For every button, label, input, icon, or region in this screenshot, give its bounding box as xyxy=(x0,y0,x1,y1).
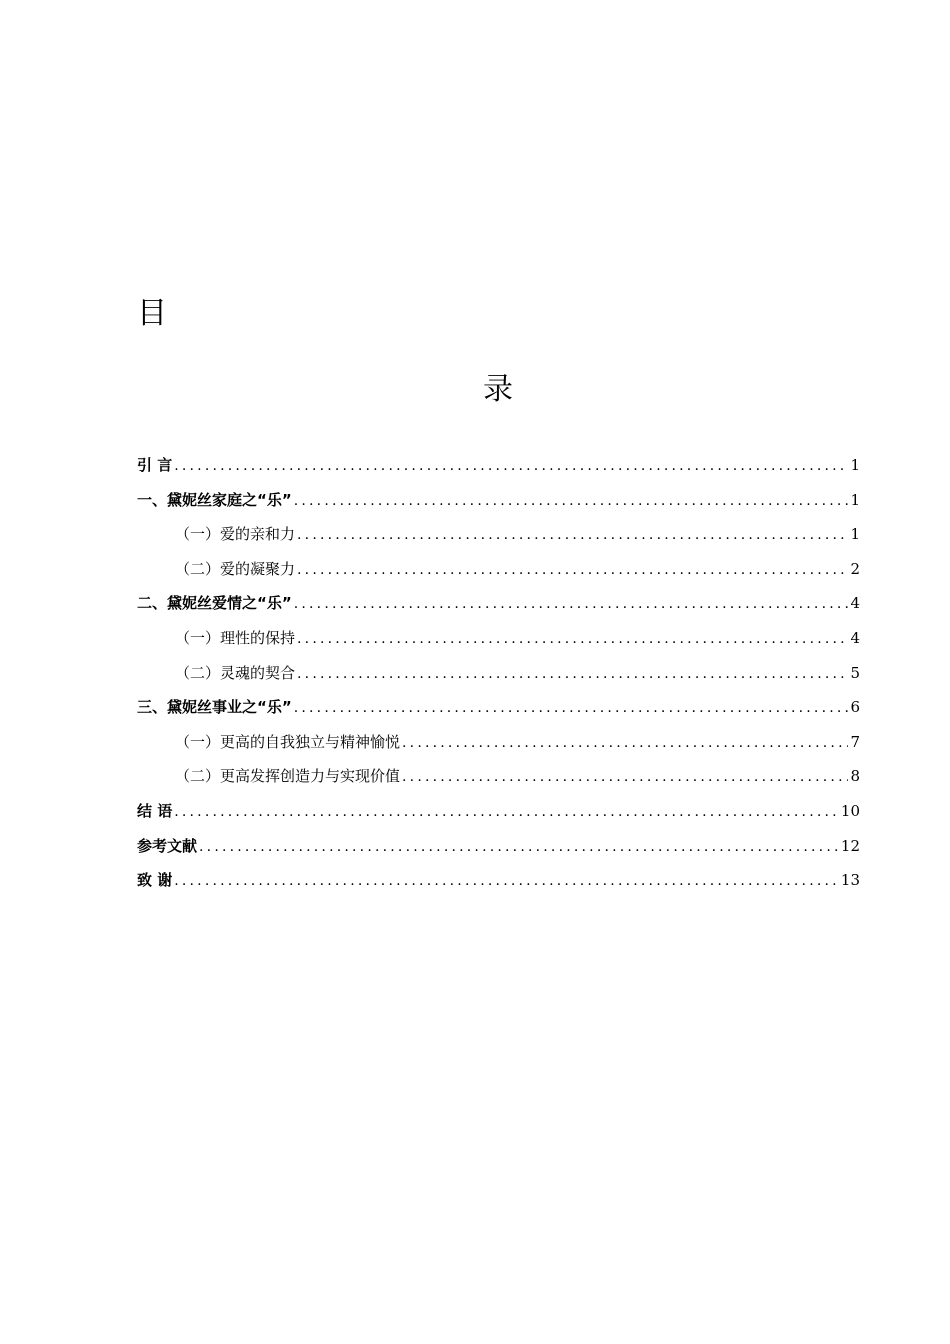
toc-dot-leader xyxy=(297,518,848,553)
toc-dot-leader xyxy=(402,726,848,761)
toc-entry-page: 6 xyxy=(850,698,860,717)
toc-entry-label: 三、黛妮丝事业之“乐” xyxy=(137,698,292,717)
toc-entry-label: （一）爱的亲和力 xyxy=(175,525,296,544)
toc-entry-label: （二）更高发挥创造力与实现价值 xyxy=(175,767,401,786)
toc-entry-references[interactable] xyxy=(137,829,860,864)
toc-entry-section-3-1[interactable] xyxy=(137,725,860,760)
toc-entry-section-2-1[interactable] xyxy=(137,621,860,656)
toc-dot-leader xyxy=(294,691,849,726)
toc-entry-page: 4 xyxy=(850,628,860,647)
toc-entry-section-1-1[interactable] xyxy=(137,517,860,552)
table-of-contents xyxy=(137,448,860,898)
toc-entry-section-1-2[interactable] xyxy=(137,552,860,587)
toc-entry-page: 2 xyxy=(850,559,860,578)
toc-entry-page: 5 xyxy=(850,663,860,682)
toc-entry-page: 8 xyxy=(850,767,860,786)
toc-entry-chapter-2[interactable] xyxy=(137,586,860,621)
toc-entry-page: 10 xyxy=(840,801,860,820)
toc-entry-page: 1 xyxy=(850,525,860,544)
toc-entry-page: 12 xyxy=(840,836,860,855)
toc-entry-conclusion[interactable] xyxy=(137,794,860,829)
toc-entry-introduction[interactable] xyxy=(137,448,860,483)
toc-entry-label: 结 语 xyxy=(137,801,173,820)
toc-dot-leader xyxy=(174,864,839,899)
toc-entry-page: 13 xyxy=(840,871,860,890)
toc-entry-label: （一）更高的自我独立与精神愉悦 xyxy=(175,732,401,751)
toc-dot-leader xyxy=(297,657,848,692)
toc-title-char-2: 录 xyxy=(483,372,513,407)
toc-dot-leader xyxy=(297,553,848,588)
toc-entry-label: （一）理性的保持 xyxy=(175,628,296,647)
toc-entry-label: （二）爱的凝聚力 xyxy=(175,559,296,578)
toc-entry-label: 引 言 xyxy=(137,456,173,474)
toc-entry-chapter-1[interactable] xyxy=(137,483,860,518)
toc-entry-label: 一、黛妮丝家庭之“乐” xyxy=(137,490,292,509)
toc-dot-leader xyxy=(294,587,849,622)
toc-entry-section-2-2[interactable] xyxy=(137,656,860,691)
toc-entry-page: 4 xyxy=(850,594,860,613)
toc-title-char-1: 目 xyxy=(137,296,167,331)
toc-entry-page: 1 xyxy=(850,490,860,509)
toc-entry-label: （二）灵魂的契合 xyxy=(175,663,296,682)
toc-entry-label: 参考文献 xyxy=(137,836,198,855)
toc-entry-label: 二、黛妮丝爱情之“乐” xyxy=(137,594,292,613)
toc-entry-page: 1 xyxy=(850,456,860,474)
toc-entry-page: 7 xyxy=(850,732,860,751)
toc-entry-chapter-3[interactable] xyxy=(137,690,860,725)
toc-entry-acknowledgements[interactable] xyxy=(137,863,860,898)
toc-dot-leader xyxy=(294,484,849,519)
toc-dot-leader xyxy=(402,760,848,795)
toc-dot-leader xyxy=(174,449,848,484)
toc-dot-leader xyxy=(199,830,839,865)
toc-entry-section-3-2[interactable] xyxy=(137,759,860,794)
toc-dot-leader xyxy=(174,795,839,830)
toc-dot-leader xyxy=(297,622,848,657)
toc-entry-label: 致 谢 xyxy=(137,871,173,890)
